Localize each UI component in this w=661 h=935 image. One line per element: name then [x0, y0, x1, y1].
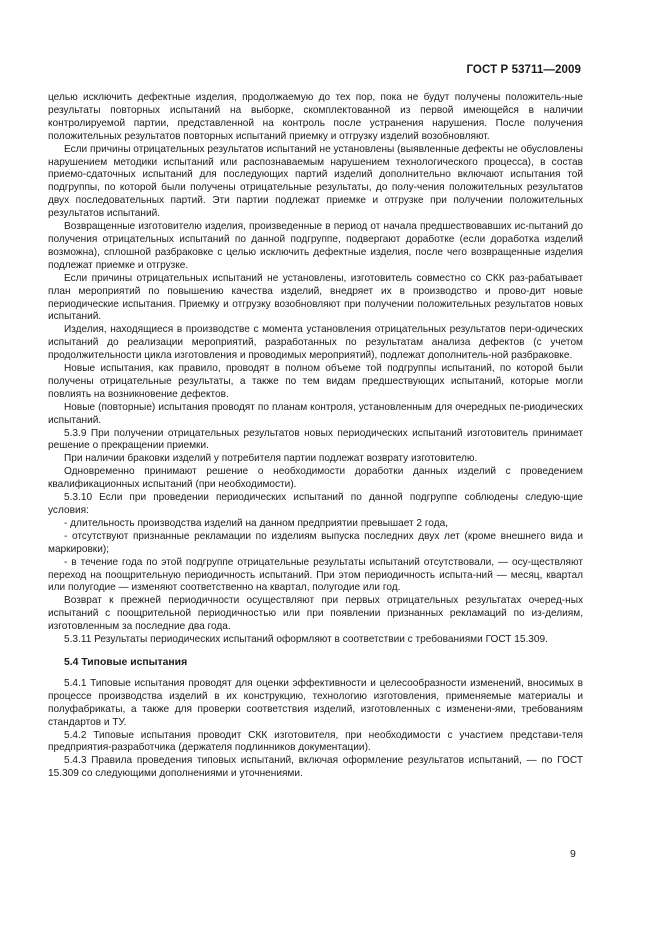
clause-5-4-3: 5.4.3 Правила проведения типовых испытаний, включая оформление результатов испытаний, — по ГОСТ 15.309 со следующими дополнениями и уточнениями. — [48, 755, 583, 780]
paragraph: Новые (повторные) испытания проводят по планам контроля, установленным для очередных пе-риодических испытаний. — [48, 401, 583, 426]
paragraph: Если причины отрицательных результатов испытаний не установлены (выявленные дефекты не обусловлены нарушением методики испытаний или распознаваемым нарушением технологического процесса), в состав приемо-сдаточных испытаний для последующих партий изделий дополнительно включают испытания той подгруппы, по которой были получены отрицательные результаты, до полу-чения положительных результатов двух последовательных партий. Эти партии подлежат приемке и отгрузке при получении положительных результатов испытаний. — [48, 143, 583, 220]
paragraph: Возврат к прежней периодичности осуществляют при первых отрицательных результатах очеред-ных испытаний с поощрительной периодичностью или при появлении признанных рекламаций по из-делиям, изготовленным за последние два года. — [48, 595, 583, 633]
clause-5-3-9: 5.3.9 При получении отрицательных результатов новых периодических испытаний изготовитель принимает решение о прекращении приемки. — [48, 427, 583, 452]
document-body — [48, 92, 583, 781]
list-item: - длительность производства изделий на данном предприятии превышает 2 года, — [64, 517, 449, 529]
paragraph: Изделия, находящиеся в производстве с момента установления отрицательных результатов пери-одических испытаний до реализации мероприятий, разработанных по результатам анализа дефектов (с учетом продолжительности цикла изготовления и проводимых мероприятий), подлежат дополнитель-ной разбраковке. — [48, 324, 583, 362]
list-item: - отсутствуют признанные рекламации по изделиям выпуска последних двух лет (кроме внешнего вида и маркировки); — [48, 530, 583, 555]
document-header: ГОСТ Р 53711—2009 — [466, 64, 581, 76]
paragraph: Если причины отрицательных испытаний не установлены, изготовитель совместно со СКК раз-рабатывает план мероприятий по повышению качества изделий, внедряет их в производство и прово-дит новые периодические испытания. Приемку и отгрузку возобновляют при получении положительных результатов новых испытаний. — [48, 272, 583, 323]
clause-5-3-10: 5.3.10 Если при проведении периодических испытаний по данной подгруппе соблюдены следую-щие условия: — [48, 492, 583, 516]
paragraph: При наличии браковки изделий у потребителя партии подлежат возврату изготовителю. — [64, 453, 478, 465]
paragraph: Возвращенные изготовителю изделия, произведенные в период от начала предшествовавших ис-пытаний до получения отрицательных испытаний по данной подгруппе, подвергают доработке (если доработка изделий возможна), сплошной разбраковке с целью исключить дефектные изделия, после чего возвращенные изделия подлежат приемке и отгрузке. — [48, 221, 583, 271]
paragraph: целью исключить дефектные изделия, продолжаемую до тех пор, пока не будут получены положитель-ные результаты повторных испытаний на выборке, скомплектованной из первой имеющейся в наличии контролируемой партии, представленной на контроль после устранения нарушения. После получения положительных результатов повторных испытаний приемку и отгрузку изделий возобновляют. — [48, 92, 583, 142]
paragraph: Одновременно принимают решение о необходимости доработки данных изделий с проведением квалификационных испытаний (при необходимости). — [48, 466, 583, 491]
section-heading: 5.4 Типовые испытания — [64, 656, 188, 668]
page-number: 9 — [570, 848, 576, 860]
clause-5-4-2: 5.4.2 Типовые испытания проводит СКК изготовителя, при необходимости с участием представи-теля предприятия-разработчика (держателя подлинников документации). — [48, 729, 583, 754]
list-item: - в течение года по этой подгруппе отрицательные результаты испытаний отсутствовали, — осу-ществляют переход на поощрительную периодичность испытаний. При этом периодичность испыта-ний — месяц, квартал или полугодие — изменяют соответственно на квартал, полугодие или год. — [48, 556, 583, 594]
paragraph: Новые испытания, как правило, проводят в полном объеме той подгруппы испытаний, по которой были получены отрицательные результаты, а также по тем видам предшествующих испытаний, которые могли повлиять на возникновение дефектов. — [48, 363, 583, 400]
clause-5-4-1: 5.4.1 Типовые испытания проводят для оценки эффективности и целесообразности изменений, вносимых в процессе производства изделий в их конструкцию, технологию изготовления, применяемые материалы и полуфабрикаты, а также для проверки соответствия изделий, изготовленных с изменени-ями, требованиям стандартов и ТУ. — [48, 677, 583, 728]
clause-5-3-11: 5.3.11 Результаты периодических испытаний оформляют в соответствии с требованиями ГОСТ 15.309. — [64, 634, 548, 646]
